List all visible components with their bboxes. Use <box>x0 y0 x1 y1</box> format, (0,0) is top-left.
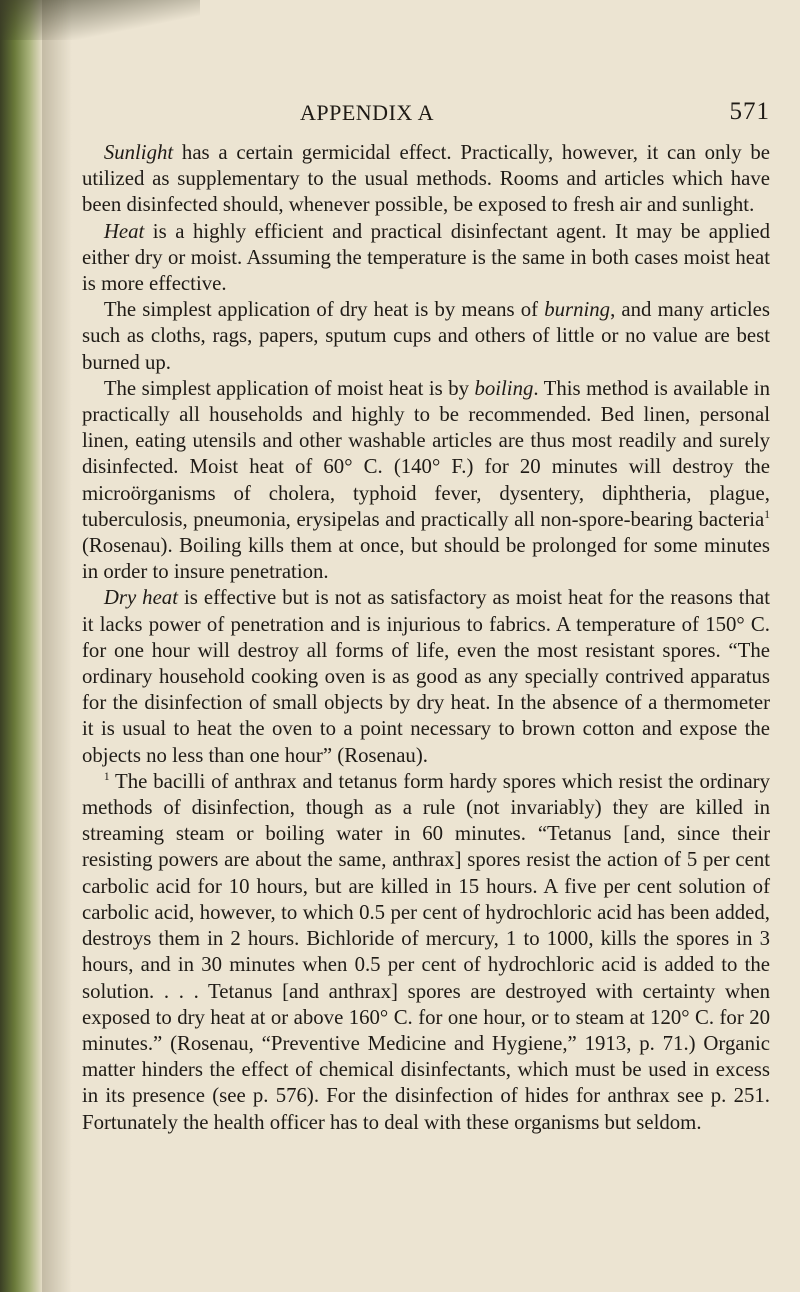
book-spine-shadow <box>0 0 42 1292</box>
emphasis: boiling <box>474 376 534 400</box>
paragraph-text: has a certain germicidal effect. Practically, however, it can only be utilized as supplementary to the usual methods. Rooms and articles which have been disinfected should, whenever possible, be exposed to fresh air and sunlight. <box>82 141 770 217</box>
footnote-marker: 1 <box>103 770 110 783</box>
gutter-shadow <box>42 0 72 1292</box>
footnote <box>82 769 770 1136</box>
paragraph-text: is effective but is not as satisfactory as moist heat for the reasons that it lacks power of penetration and is injurious to fabrics. A temperature of 150° C. for one hour will destroy all forms of life, even the most resistant spores. “The ordinary household cooking oven is as good as any specially contrived apparatus for the disinfection of small objects by dry heat. In the absence of a thermometer it is usual to heat the oven to a point necessary to brown cotton and expose the objects no less than one hour” (Rosenau). <box>82 586 770 767</box>
paragraph-lead: Heat <box>103 219 145 243</box>
paragraph-text: (Rosenau). Boiling kills them at once, but should be prolonged for some minutes in order to insure penetration. <box>82 534 770 584</box>
paragraph-sunlight <box>82 140 770 219</box>
paragraph-lead: Dry heat <box>103 586 178 610</box>
corner-shadow <box>0 0 200 40</box>
paragraph-dry-heat <box>82 585 770 768</box>
paragraph-text: , and many articles such as cloths, rags, papers, sputum cups and others of little or no value are best burned up. <box>82 298 771 374</box>
footnote-text: The bacilli of anthrax and tetanus form hardy spores which resist the ordinary methods of disinfection, though as a rule (not invariably) they are killed in streaming steam or boiling water in 60 minutes. “Tetanus [and, since their resisting powers are about the same, anthrax] spores resist the action of 5 per cent carbolic acid for 10 hours, but are killed in 15 hours. A five per cent solution of carbolic acid, however, to which 0.5 per cent of hydrochloric acid has been added, destroys them in 2 hours. Bichloride of mercury, 1 to 1000, kills the spores in 3 hours, and in 30 minutes when 0.5 per cent of hydrochloric acid is added to the solution. . . . Tetanus [and anthrax] spores are destroyed with certainty when exposed to dry heat at or above 160° C. for one hour, or to steam at 120° C. for 20 minutes.” (Rosenau, “Preventive Medicine and Hygiene,” 1913, p. 71.) Organic matter hinders the effect of chemical disinfectants, which must be used in excess in its presence (see p. 576). For the disinfection of hides for anthrax see p. 251. Fortunately the health officer has to deal with these organisms but seldom. <box>82 769 770 1134</box>
book-page <box>82 100 770 1136</box>
paragraph-moist-heat-boiling <box>82 376 770 586</box>
page-number: 571 <box>729 98 770 125</box>
page-header <box>82 100 770 140</box>
paragraph-text: . This method is available in practically all households and highly to be recommended. Bed linen, personal linen, eating utensils and other washable articles are thus most readily and surely disinfected. Moist heat of 60° C. (140° F.) for 20 minutes will destroy the microörganisms of cholera, typhoid fever, dysentery, diphtheria, plague, tuberculosis, pneumonia, erysipelas and practically all non-spore-bearing bacteria <box>82 376 770 531</box>
paragraph-text: The simplest application of dry heat is by means of <box>103 298 545 322</box>
paragraph-text: is a highly efficient and practical disinfectant agent. It may be applied either dry or moist. Assuming the temperature is the same in both cases moist heat is more effective. <box>82 219 770 296</box>
paragraph-text: The simplest application of moist heat is by <box>103 376 475 400</box>
emphasis: burning <box>544 298 611 322</box>
body-text <box>82 140 770 1136</box>
footnote-reference: 1 <box>764 508 770 521</box>
paragraph-heat <box>82 219 770 298</box>
running-head: APPENDIX A <box>300 100 434 125</box>
paragraph-dry-heat-burning <box>82 297 770 376</box>
paragraph-lead: Sunlight <box>103 141 174 164</box>
